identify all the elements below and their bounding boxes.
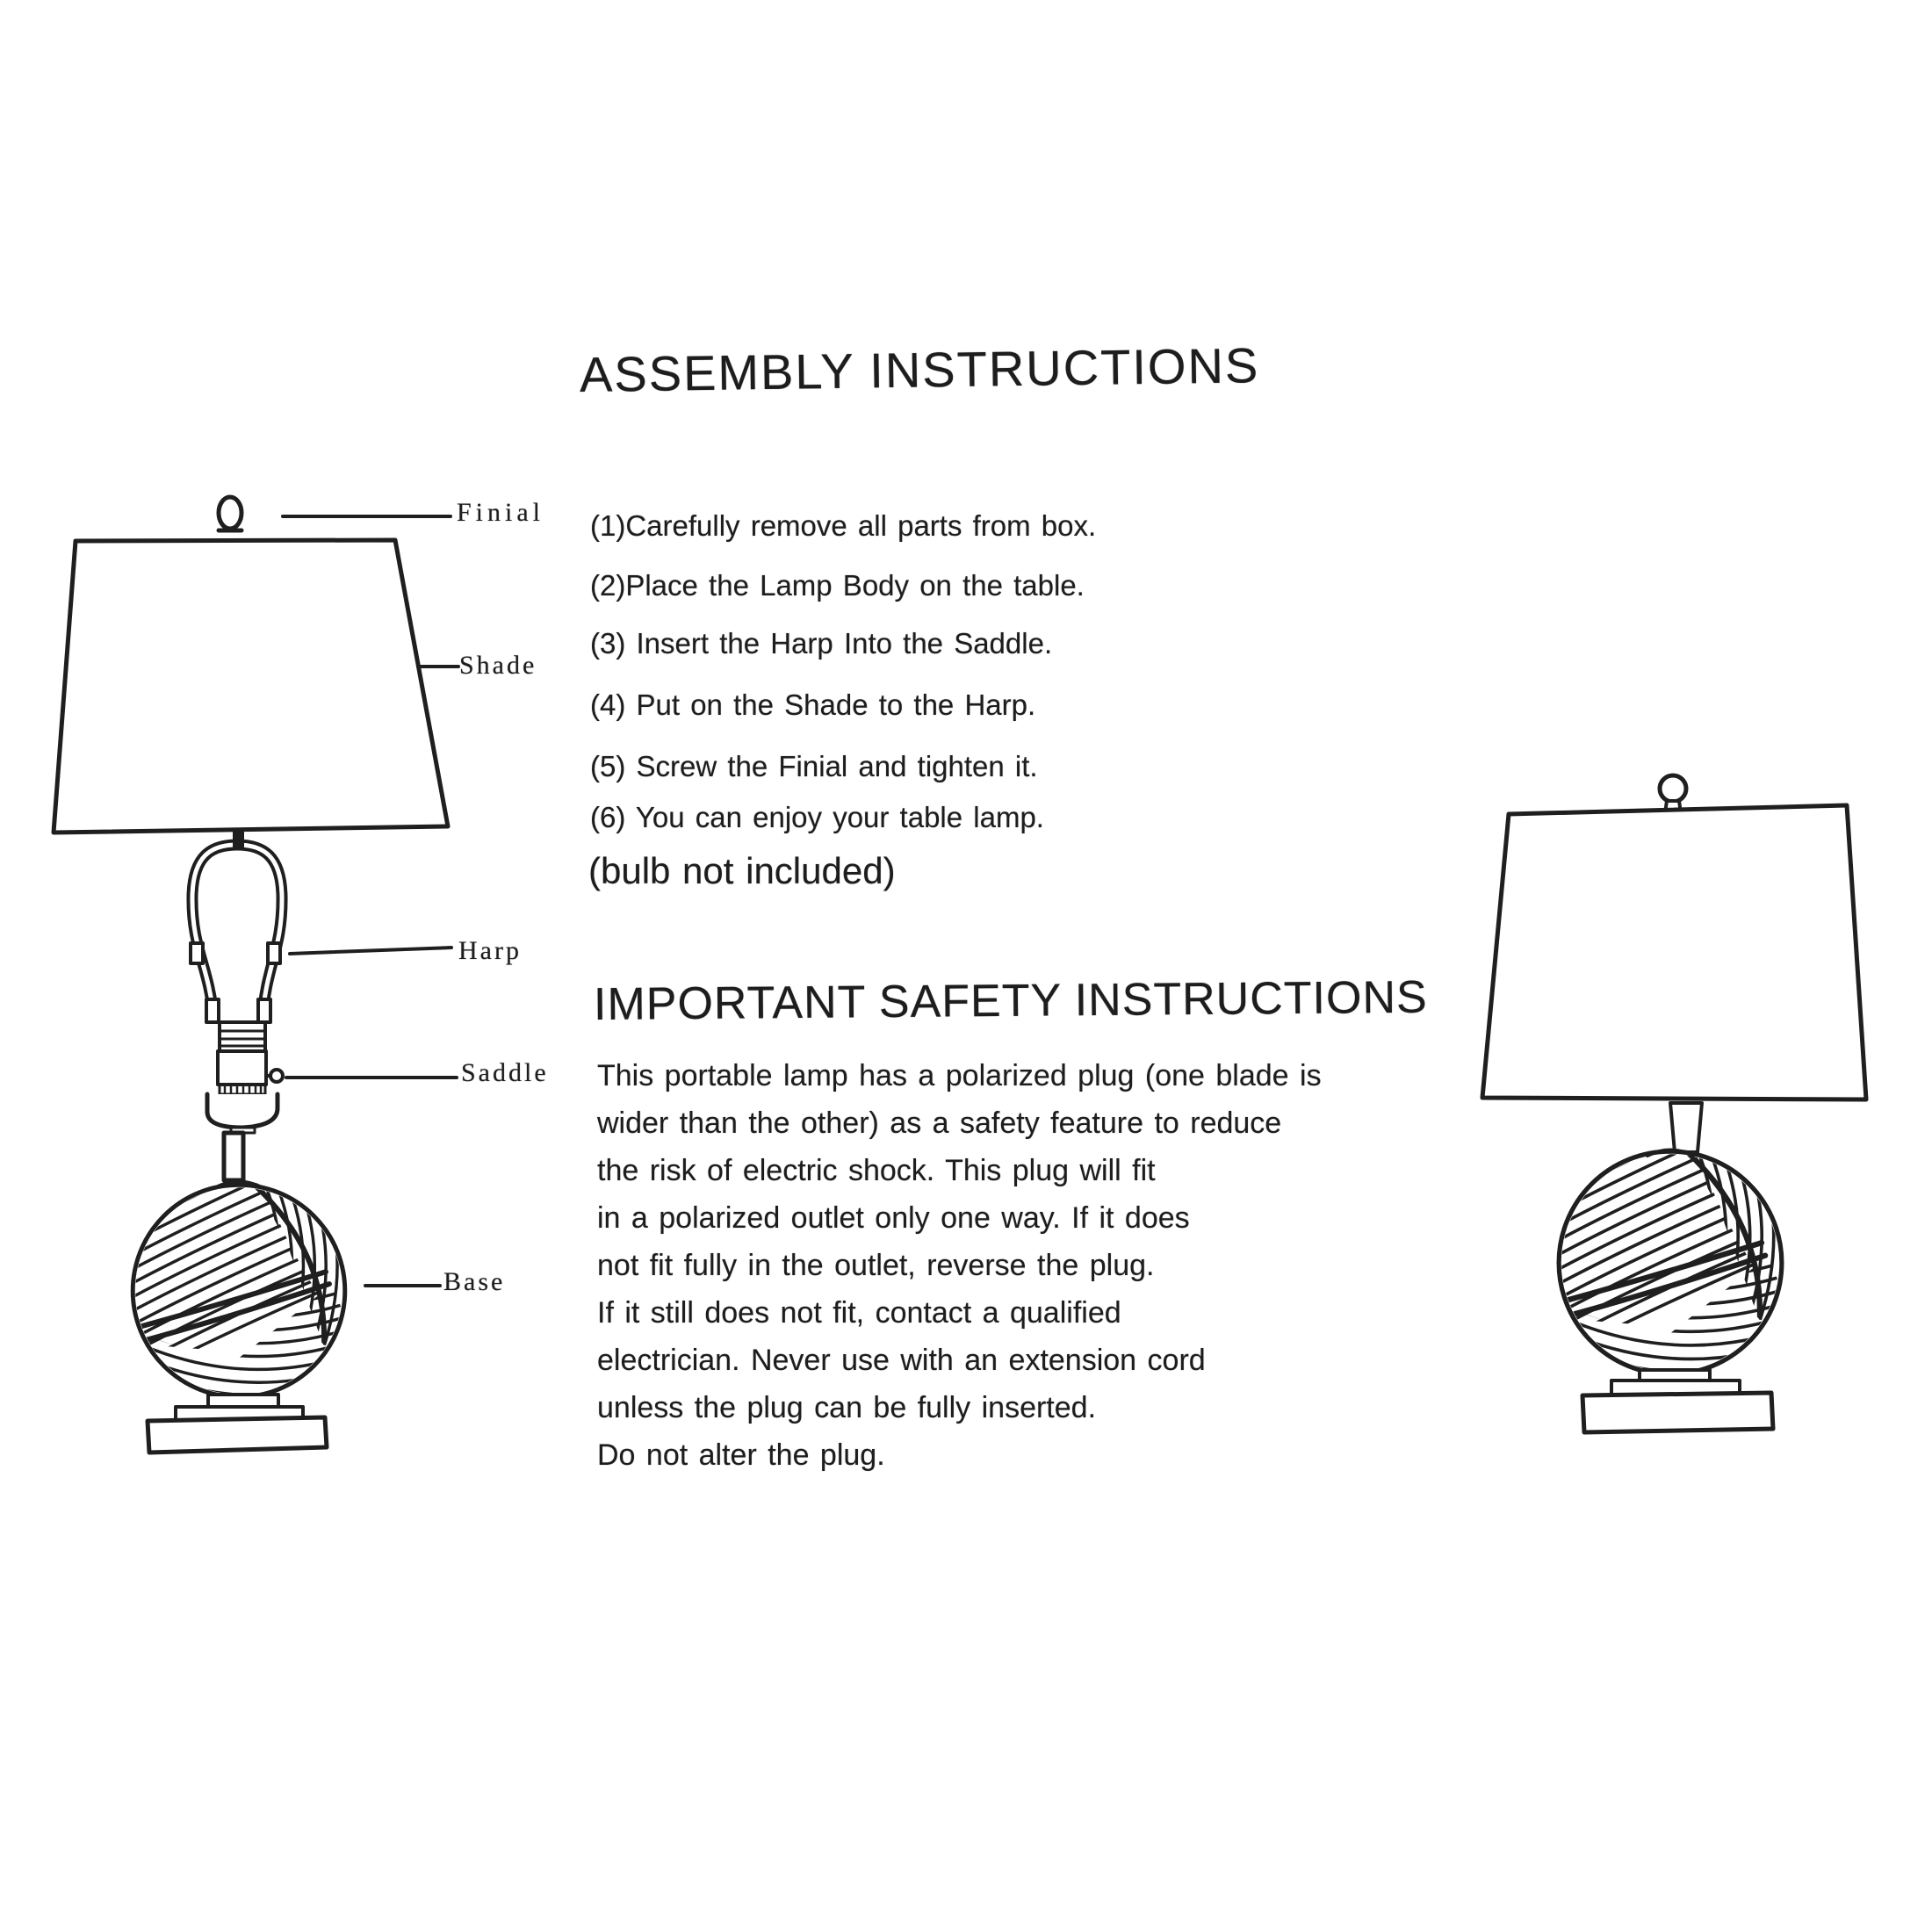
lamp-drawing-assembled [1449,746,1888,1467]
neck-drawing [1670,1103,1702,1152]
assembly-step-5: (5) Screw the Finial and tighten it. [590,750,1038,782]
page-title: ASSEMBLY INSTRUCTIONS [579,337,1260,402]
socket-drawing [207,1022,283,1180]
safety-line: unless the plug can be fully inserted. [597,1391,1097,1424]
safety-paragraph [597,1052,1322,1479]
assembly-step-6: (6) You can enjoy your table lamp. [590,801,1044,833]
diagram-label-finial: Finial [457,498,545,527]
assembly-step-1: (1)Carefully remove all parts from box. [590,509,1097,542]
assembly-step-3: (3) Insert the Harp Into the Saddle. [590,627,1053,660]
harp-drawing [191,829,282,1022]
shade-drawing [54,540,448,833]
diagram-label-base: Base [443,1267,506,1296]
bulb-note: (bulb not included) [588,850,896,891]
pedestal-drawing [148,1395,327,1453]
safety-line: This portable lamp has a polarized plug (one blade is [597,1059,1322,1092]
safety-line: wider than the other) as a safety feature to reduce [597,1107,1282,1140]
lamp-diagram-exploded [26,474,571,1475]
diagram-label-saddle: Saddle [461,1058,549,1087]
diagram-label-shade: Shade [459,651,537,680]
leader-line-harp [290,948,451,954]
safety-line: If it still does not fit, contact a qualified [597,1296,1121,1330]
safety-line: electrician. Never use with an extension cord [597,1344,1206,1377]
shade-drawing [1482,805,1866,1099]
safety-line: the risk of electric shock. This plug will fit [597,1154,1156,1187]
safety-line: in a polarized outlet only one way. If it does [597,1201,1190,1235]
finial-drawing [219,497,242,530]
safety-line: not fit fully in the outlet, reverse the plug. [597,1249,1155,1282]
safety-line: Do not alter the plug. [597,1438,885,1472]
assembly-step-4: (4) Put on the Shade to the Harp. [590,688,1036,721]
pedestal-drawing [1582,1370,1773,1432]
safety-heading: IMPORTANT SAFETY INSTRUCTIONS [593,971,1428,1030]
assembly-step-2: (2)Place the Lamp Body on the table. [590,569,1085,602]
diagram-label-harp: Harp [458,936,522,965]
